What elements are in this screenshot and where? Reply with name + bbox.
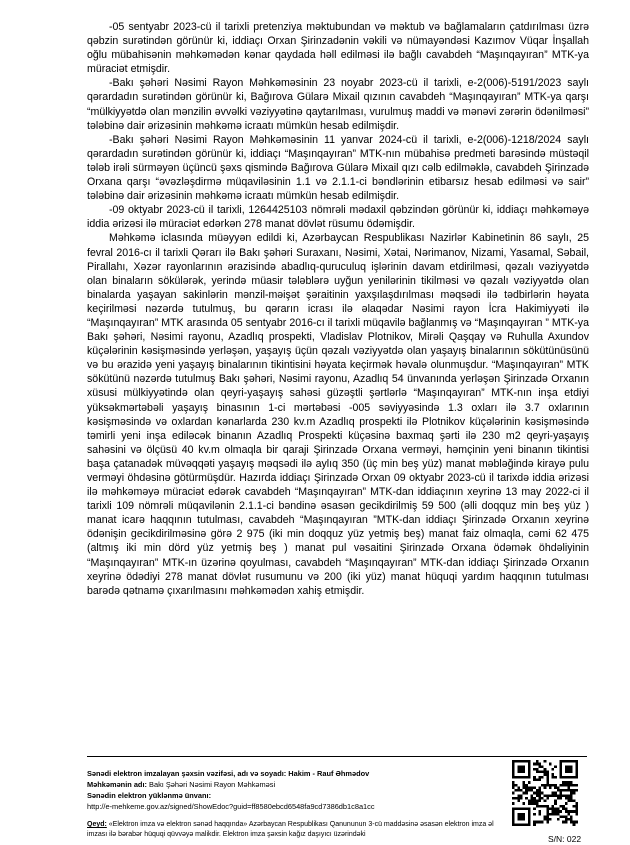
court-label: Məhkəmənin adı: bbox=[87, 780, 147, 789]
signer-line bbox=[87, 768, 497, 779]
paragraph: Məhkəmə iclasında müəyyən edildi ki, Azərbaycan Respublikası Nazirlər Kabinetinin 86 saylı, 25 fevral 2016-cı il tarixli Qərarı ilə Bakı şəhəri Suraxanı, Nəsimi, Xətai, Nərimanov, Nizami, Yasamal, Səbail, Pirallahı, Xəzər rayonlarının ərazisində abadlıq-quruculuq işlərinin davam etdirilməsi, qəzalı vəziyyətdə olan binaların sökülərək, yerində müasir tələblərə uyğun yenilərinin tikilməsi və qəzalı vəziyyətdə olan binalarda yaşayan sakinlərin mənzil-məişət şəraitinin yaxşılaşdırılması məqsədi ilə tədbirlərin həyata keçirilməsi nəzərdə tutulmuş, bu qərarın icrası ilə əlaqədar Nəsimi rayon İcra Hakimiyyəti ilə “Maşınqayıran” MTK arasında 05 sentyabr 2016-cı il tarixli müqavilə bağlanmış və “Maşınqayıran ” MTK-ya Bakı şəhəri, Nəsimi rayonu, Azadlıq prospekti, Vladislav Plotnikov, Mirəli Qaşqay və Ruhulla Axundov küçələrinin kəsişməsində yerləşən, yaşayış üçün qəzalı vəziyyətdə olan yaşayış binalarının sökütünüsünü və bu ərazidə yeni yaşayış binalarının tikintisini həyata keçirmək həvalə olunmuşdur. “Maşınqayıran” MTK sökütünü nəzərdə tutulmuş Bakı şəhəri, Nəsimi rayonu, Azadlıq 54 ünvanında yerləşən Şirinzadə Orxanın xüsusi mülkiyyətində olan qeyri-yaşayış sahəsi güzəştli şərtlərlə “Maşınqayıran” MTK-nın inşa etdiyi yüksəkmərtəbəli yaşayış binasının 1-ci mərtəbəsi -005 səviyyəsində 1.3 oxları ilə 3.7 oxlarının kəsişməsində və oxlardan kənarlarda 230 kv.m Azadlıq prospekti ilə Plotnikov küçələrinin kəsişməsində təmirli yeni inşa ediləcək binanın Azadlıq Prospekti küçəsinə baxmaq şərti ilə 230 m2 qeyri-yaşayış sahəsini və ölçüsü 40 kv.m olmaqla bir qaraji Şirinzadə Orxana verməyi, həmçinin yeni binanın tikintisi başa çatanadək müvəqqəti yaşayış məqsədi ilə aylıq 350 (üç min beş yüz) manat məbləğində kirayə pulu verməyi öhdəsinə götürmüşdür. Hazırda iddiaçı Şirinzadə Orxan 09 oktyabr 2023-cü il tarixdə iddia ərizəsi ilə məhkəməyə müraciət edərək cavabdeh “Maşınqayıran” MTK-dan iddiaçının xeyrinə 13 may 2022-ci il tarixli 109 nömrəli müqavilənin 2.1.1-ci bəndinə əsasən gecikdirilmiş 59 500 (əlli doqquz min beş yüz ) manat icarə haqqının tutulması, cavabdeh “Maşınqayıran ”MTK-dan iddiaçı Şirinzadə Orxanın xeyrinə ödənişin gecikdirilməsinə görə 2 975 (iki min doqquz yüz yetmiş beş) manat faiz olmaqla, cəmi 62 475 (altmış iki min dörd yüz yetmiş beş ) manat pul vəsaitini Şirinzadə Orxana ödəmək öhdəliyinin “Maşınqayıran” MTK-ın üzərinə qoyulması, cavabdeh “Maşınqayıran” MTK-dan iddiaçı Şirinzadə Orxanın xeyrinə ödədiyi 278 manat dövlət rusumunu və 200 (iki yüz) manat hüquqi yardım haqqının tutulması barədə qətnamə çıxarılmasını məhkəmədən xahiş etmişdir. bbox=[87, 232, 589, 597]
court-line bbox=[87, 779, 497, 790]
paragraph: -05 sentyabr 2023-cü il tarixli pretenziya məktubundan və məktub və bağlamaların çatdırılması üzrə qəbzin surətindən görünür ki, iddiaçı Orxan Şirinzadənin vəkili və nümayəndəsi Kazımov Vüqar İnşallah oğlu mübahisənin məhkəmədən kənar qaydada həll edilməsi ilə bağlı cavabdeh “Maşınqayıran” MTK-ya müraciət etmişdir. bbox=[87, 21, 589, 76]
footer-divider bbox=[87, 756, 587, 757]
paragraph: -09 oktyabr 2023-cü il tarixli, 1264425103 nömrəli mədaxil qəbzindən görünür ki, iddiaçı məhkəməyə iddia ərizəsi ilə müraciət edərkən 278 manat dövlət rüsumu ödəmişdir. bbox=[87, 204, 589, 231]
paragraph: -Bakı şəhəri Nəsimi Rayon Məhkəməsinin 23 noyabr 2023-cü il tarixli, e-2(006)-5191/2023 saylı qərardadın surətindən görünür ki, Bağırova Gülarə Mixail qızının cavabdeh “Maşınqayıran” MTK-ya qarşı “mülkiyyətdə olan mənzilin əvvəlki vəziyyətinə qaytarılması, vurulmuş maddi və mənəvi zərərin ödənilməsi” tələbinə dair ərizəsinin məhkəmə icraatı mümkün hesab edilmişdir. bbox=[87, 77, 589, 132]
url-label: Sənədin elektron yüklənmə ünvanı: bbox=[87, 791, 212, 800]
note-text: «Elektron imza və elektron sənəd haqqında» Azərbaycan Respublikası Qanununun 3-cü maddəsinə əsasən elektron imza əl imzası ilə bərabər hüquqi qüvvəyə malikdir. Elektron imza şəxsin kağız daşıyıcı üzərindəki bbox=[87, 821, 494, 838]
document-body bbox=[87, 20, 589, 598]
serial-number: S/N: 022 bbox=[548, 834, 582, 844]
document-url-link[interactable]: http://e-mehkeme.gov.az/signed/ShowEdoc?guid=ff8580ebcd6548fa9cd7386db1c8a1cc bbox=[87, 802, 375, 811]
court-value: Bakı Şəhəri Nəsimi Rayon Məhkəməsi bbox=[149, 780, 276, 789]
paragraph: -Bakı şəhəri Nəsimi Rayon Məhkəməsinin 11 yanvar 2024-cü il tarixli, e-2(006)-1218/2024 saylı qərardadın surətindən görünür ki, iddiaçı “Maşınqayıran” MTK-nın mübahisə predmeti barəsində müstəqil tələb irəli sürməyən üçüncü şəxs qismində Bağırova Gülarə Mixail qızı cəlb edilməklə, cavabdeh Şirinzadə Orxana qarşı “əvəzləşdirmə müqaviləsinin 1.1 və 2.1.1-ci bəndlərinin etibarsız hesab edilməsi və sair” tələbinə dair ərizəsinin məhkəmə icraatı mümkün hesab edilmişdir. bbox=[87, 133, 589, 203]
signature-footer bbox=[87, 768, 497, 839]
note-label: Qeyd: bbox=[87, 821, 107, 828]
qr-code-icon bbox=[512, 760, 578, 826]
signer-label: Sənədi elektron imzalayan şəxsin vəzifəsi, adı və soyadı: bbox=[87, 769, 287, 778]
signer-value: Hakim - Rauf Əhmədov bbox=[288, 769, 370, 778]
legal-note bbox=[87, 820, 512, 839]
